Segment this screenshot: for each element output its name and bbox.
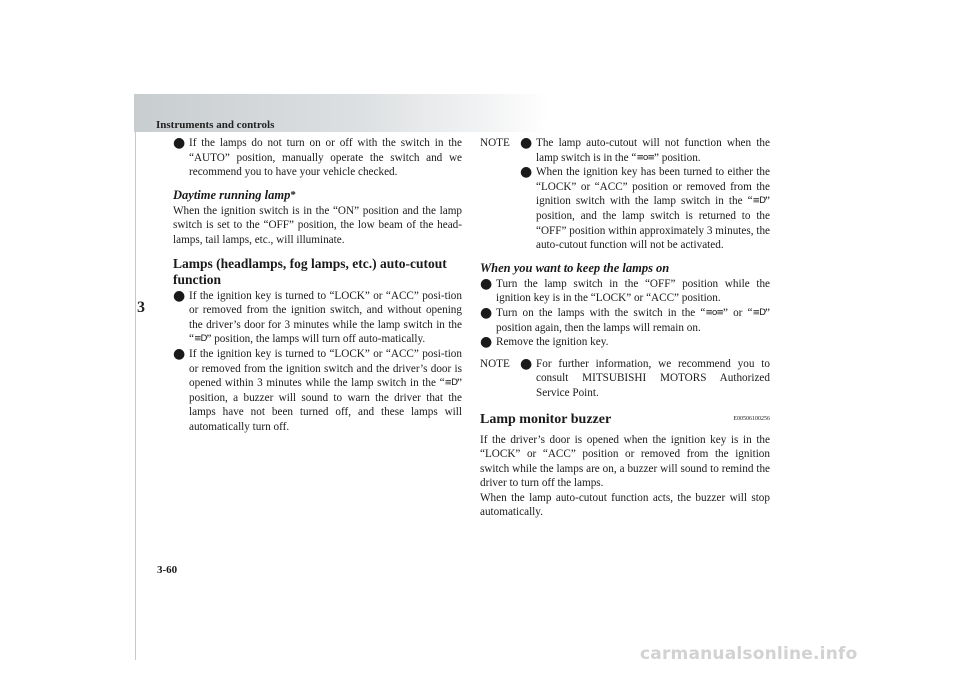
list-item: ● Turn the lamp switch in the “OFF” position while the ignition key is in the “LOCK” or “ACC” position. <box>480 275 770 305</box>
list-item: ● If the ignition key is turned to “LOCK” or “ACC” posi-tion or removed from the ignition switch and the driver’s door is opened within 3 minutes while the lamp switch in the “≡D” position, a buzzer will sound to warn the driver that the lamps have not been turned off, and these lamps will automatically turn off. <box>173 345 462 433</box>
headlamp-icon: ≡D <box>752 307 766 318</box>
chapter-number: 3 <box>137 299 145 316</box>
bullet-icon: ● <box>520 164 533 181</box>
tail-lamp-icon: ≡o≡ <box>705 307 723 318</box>
list-item: ● If the ignition key is turned to “LOCK” or “ACC” posi-tion or removed from the ignition switch, and without opening the driver’s door for 3 minutes while the lamp switch in the “≡D” position, the lamps will turn off auto-matically. <box>173 287 462 346</box>
right-column <box>480 136 770 520</box>
bullet-icon: ● <box>173 135 186 151</box>
note-label: NOTE <box>480 357 510 370</box>
list-item: ● For further information, we recommend you to consult MITSUBISHI MOTORS Authorized Service Point. <box>520 355 770 399</box>
list-item: ● Turn on the lamps with the switch in the “≡o≡” or “≡D” position again, then the lamps will remain on. <box>480 304 770 334</box>
daytime-running-lamp-text: When the ignition switch is in the “ON” position and the lamp switch is set to the “OFF” position, the low beam of the head-lamps, tail lamps, etc., will illuminate. <box>173 204 462 246</box>
page-number: 3-60 <box>157 564 178 576</box>
bullet-icon: ● <box>480 304 493 321</box>
lamp-monitor-buzzer-heading: Lamp monitor buzzer E00506100256 <box>480 411 770 427</box>
note-block <box>480 357 770 401</box>
note-block <box>480 136 770 253</box>
note-label: NOTE <box>480 137 510 149</box>
buzzer-paragraph: If the driver’s door is opened when the ignition key is in the “LOCK” or “ACC” position or removed from the ignition switch while the lamps are on, a buzzer will sound to remind the driver to turn off the lamps. <box>480 433 770 490</box>
watermark: carmanualsonline.info <box>640 644 858 664</box>
optional-equipment-mark: * <box>290 188 296 201</box>
list-item: ● The lamp auto-cutout will not function when the lamp switch is in the “≡o≡” position. <box>520 135 770 164</box>
headlamp-icon: ≡D <box>193 334 207 345</box>
section-code: E00506100256 <box>733 415 770 422</box>
bullet-icon: ● <box>480 334 493 351</box>
auto-cutout-heading: Lamps (headlamps, fog lamps, etc.) auto-cutout function <box>173 255 447 287</box>
headlamp-icon: ≡D <box>752 196 766 207</box>
tail-lamp-icon: ≡o≡ <box>636 152 654 163</box>
page-header-title: Instruments and controls <box>156 119 275 131</box>
buzzer-paragraph: When the lamp auto-cutout function acts, the buzzer will stop automatically. <box>480 491 770 519</box>
headlamp-icon: ≡D <box>444 378 458 389</box>
daytime-running-lamp-heading: Daytime running lamp* <box>173 187 296 202</box>
bullet-icon: ● <box>173 287 186 304</box>
bullet-icon: ● <box>480 275 493 292</box>
bullet-icon: ● <box>173 345 186 362</box>
bullet-icon: ● <box>520 135 533 151</box>
keep-lamps-on-heading: When you want to keep the lamps on <box>480 260 670 275</box>
left-column <box>173 136 462 435</box>
list-item: ● Remove the ignition key. <box>480 334 609 351</box>
list-item: ● When the ignition key has been turned to either the “LOCK” or “ACC” position or removed from the ignition switch with the lamp switch in the “≡D” position, and the lamp switch is returned to the “OFF” position within approximately 3 minutes, the auto-cutout function will not be activated. <box>520 164 770 252</box>
chapter-side-rule <box>135 132 136 660</box>
list-item: ● If the lamps do not turn on or off with the switch in the “AUTO” position, manually operate the switch and we recommend you to have your vehicle checked. <box>173 135 462 179</box>
bullet-icon: ● <box>520 355 533 372</box>
